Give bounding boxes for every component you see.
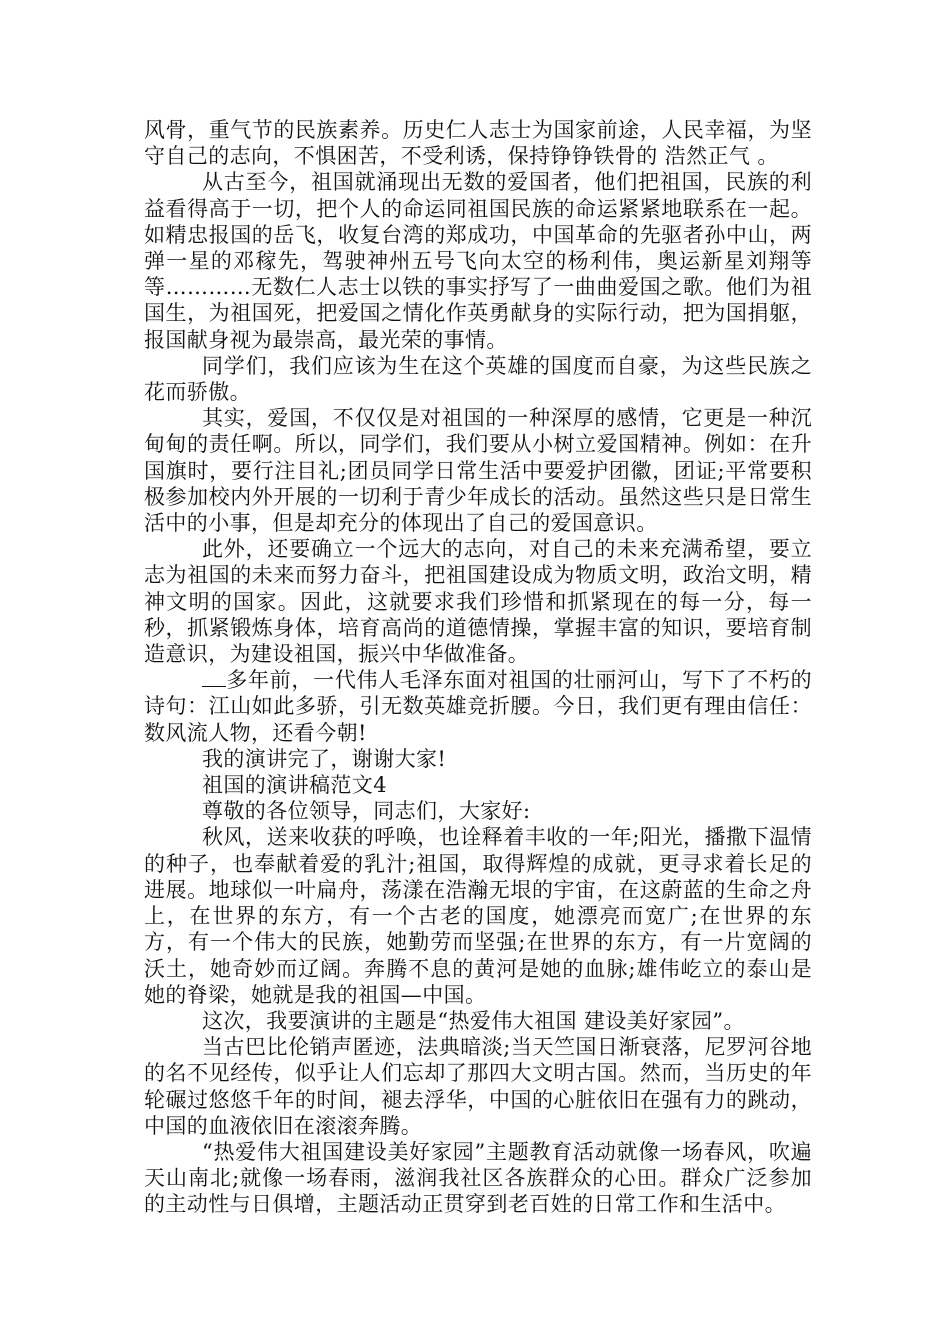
paragraph-thanks: 我的演讲完了，谢谢大家! xyxy=(202,746,447,771)
paragraph-continued: 风骨，重气节的民族素养。历史仁人志士为国家前途，人民幸福，为坚守自己的志向，不惧困苦，不受利诱，保持铮铮铁骨的 浩然正气 。 xyxy=(144,118,812,169)
paragraph-history: 当古巴比伦销声匿迹，法典暗淡;当天竺国日渐衰落，尼罗河谷地的名不见经传，似乎让人们忘却了那四大文明古国。然而，当历史的年轮碾过悠悠千年的时间，褪去浮华，中国的心脏依旧在强有力的跳动，中国的血液依旧在滚滚奔腾。 xyxy=(144,1035,812,1138)
paragraph-mao-poem xyxy=(144,667,812,746)
blank-underline xyxy=(202,668,226,687)
paragraph-patriots: 从古至今，祖国就涌现出无数的爱国者，他们把祖国，民族的利益看得高于一切，把个人的命运同祖国民族的命运紧紧地联系在一起。如精忠报国的岳飞，收复台湾的郑成功，中国革命的先驱者孙中山，两弹一星的邓稼先，驾驶神州五号飞向太空的杨利伟，奥运新星刘翔等等…………无数仁人志士以铁的事实抒写了一曲曲爱国之歌。他们为祖国生，为祖国死，把爱国之情化作英勇献身的实际行动，把为国捐躯，报国献身视为最崇高，最光荣的事情。 xyxy=(144,170,812,352)
paragraph-autumn: 秋风，送来收获的呼唤，也诠释着丰收的一年;阳光，播撒下温情的种子，也奉献着爱的乳汁;祖国，取得辉煌的成就，更寻求着长足的进展。地球似一叶扁舟，荡漾在浩瀚无垠的宇宙，在这蔚蓝的生命之舟上，在世界的东方，有一个古老的国度，她漂亮而宽广;在世界的东方，有一个伟大的民族，她勤劳而坚强;在世界的东方，有一片宽阔的沃土，她奇妙而辽阔。奔腾不息的黄河是她的血脉;雄伟屹立的泰山是她的脊梁，她就是我的祖国—中国。 xyxy=(144,825,812,1007)
paragraph-ambition: 此外，还要确立一个远大的志向，对自己的未来充满希望，要立志为祖国的未来而努力奋斗，把祖国建设成为物质文明，政治文明，精神文明的国家。因此，这就要求我们珍惜和抓紧现在的每一分，每一秒，抓紧锻炼身体，培育高尚的道德情操，掌握丰富的知识，要培育制造意识，为建设祖国，振兴中华做准备。 xyxy=(144,537,812,667)
paragraph-responsibility: 其实，爱国，不仅仅是对祖国的一种深厚的感情，它更是一种沉甸甸的责任啊。所以，同学们，我们要从小树立爱国精神。例如：在升国旗时，要行注目礼;团员同学日常生活中要爱护团徽，团证;平常要积极参加校内外开展的一切利于青少年成长的活动。虽然这些只是日常生活中的小事，但是却充分的体现出了自己的爱国意识。 xyxy=(144,406,812,536)
paragraph-mao-poem-text: 多年前，一代伟人毛泽东面对祖国的壮丽河山，写下了不朽的诗句：江山如此多骄，引无数英雄竞折腰。今日，我们更有理由信任：数风流人物，还看今朝! xyxy=(144,668,812,745)
paragraph-theme: 这次，我要演讲的主题是“热爱伟大祖国 建设美好家园”。 xyxy=(202,1008,745,1033)
section-heading: 祖国的演讲稿范文4 xyxy=(202,773,387,798)
paragraph-proud: 同学们，我们应该为生在这个英雄的国度而自豪，为这些民族之花而骄傲。 xyxy=(144,353,812,405)
paragraph-activity: “热爱伟大祖国建设美好家园”主题教育活动就像一场春风，吹遍天山南北;就像一场春雨，滋润我社区各族群众的心田。群众广泛参加的主动性与日俱增，主题活动正贯穿到老百姓的日常工作和生活中。 xyxy=(144,1139,812,1217)
document-body xyxy=(144,117,812,1218)
paragraph-greeting: 尊敬的各位领导，同志们，大家好: xyxy=(202,799,531,824)
